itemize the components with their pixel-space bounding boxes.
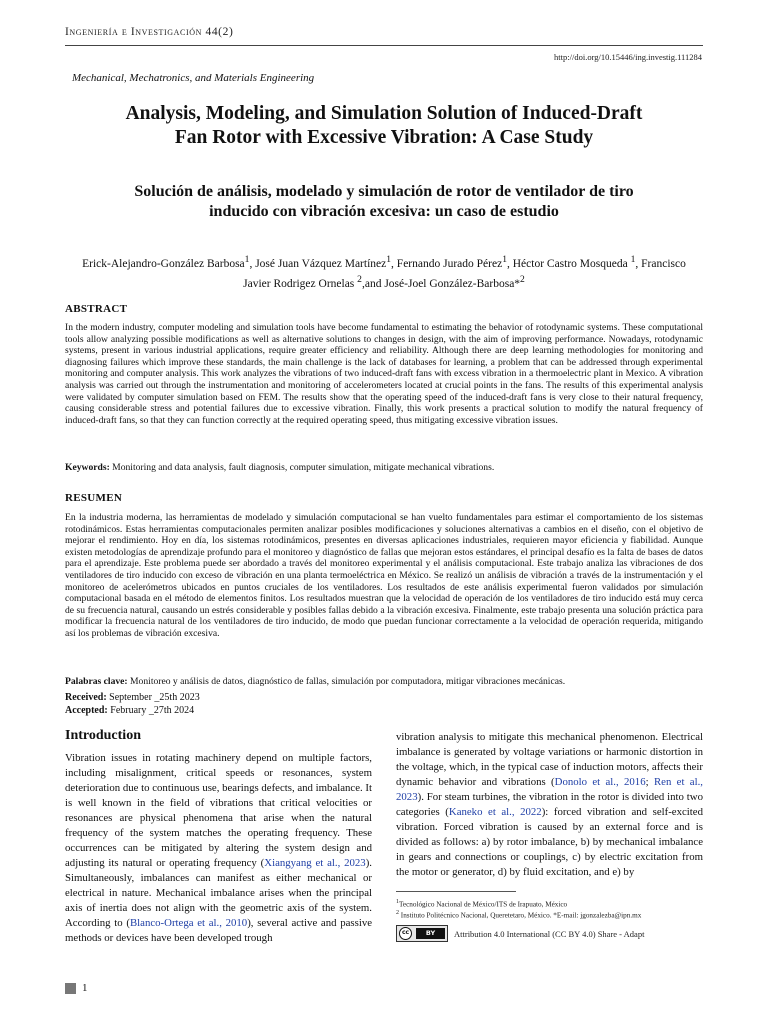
affiliation-mark: 1 [244,254,250,265]
author-name: Erick-Alejandro-González Barbosa [82,257,245,270]
keywords-line [65,462,703,474]
citation-link[interactable]: Kaneko et al., 2022 [448,806,542,818]
affiliation-mark: 2 [357,273,362,285]
intro-right-column [396,730,703,880]
received-date: September _25th 2023 [106,692,200,703]
footnote-rule [396,891,516,892]
page-marker-square [65,983,76,994]
author-name: Francisco Javier Rodrigez Ornelas [243,257,686,290]
dates-block [65,692,200,717]
footnote-2 [396,909,716,920]
footnote-text: Tecnológico Nacional de México/ITS de Irapuato, México [399,900,568,909]
author-separator: , [506,257,513,270]
page-number: 1 [82,982,88,994]
doi-link[interactable]: http://doi.org/10.15446/ing.investig.111284 [554,52,702,62]
resumen-text: En la industria moderna, las herramientas de modelado y simulación computacional se han vuelto fundamentales para estimar el comportamiento de los sistemas rotodinámicos. Estas herramientas computacionales permiten analizar posibles modificaciones y soluciones alternativas a cambios en el diseño, con el objetivo de mejorar el rendimiento. Hoy en día, los sistemas rotodinámicos, presentes en diversas aplicaciones industriales, requieren mayor eficiencia y fiabilidad. Aunque existen metodologías de aprendizaje profundo para el monitoreo y diagnóstico de fallas que mejoran estos estándares, el principal desafío es la falta de bases de datos para el aprendizaje. Este problema puede ser abordado a través del monitoreo experimental y el análisis computacional. Este trabajo analiza las vibraciones de dos ventiladores de tiro inducido con exceso de vibración en una planta termoeléctrica en México. Se realizó un análisis de vibración a través de la instrumentación y el monitoreo de acelerómetros ubicados en puntos cruciales de los ventiladores. Los resultados de este análisis experimental fueron validados por simulación computacional basada en el método de elementos finitos. Los resultados muestran que la velocidad de operación de los ventiladores de tiro inducido está muy cerca de su frecuencia natural, causando un estrés considerable y posibles fallas debido a la vibración excesiva. Finalmente, este trabajo presenta una solución práctica para modificar la frecuencia natural de los ventiladores de tiro inducido, de modo que puedan funcionar correctamente a la velocidad de operación requerida, mitigando así los problemas de vibración excesiva. [65,512,703,639]
author-list [70,252,698,292]
journal-header: Ingeniería e Investigación 44(2) [65,26,234,38]
abstract-text: In the modern industry, computer modeling and simulation tools have become fundamental to estimating the behavior of rotodynamic systems. These computational tools allow analyzing possible modifications as well as alternative solutions to changes in design, with the aim of improving performance. Nowadays, rotodynamic systems, present in various industrial applications, require greater efficiency and reliability. Although there are deep learning methodologies for monitoring and diagnosing failures which improve these standards, the main challenge is the lack of databases for learning, a problem that can be addressed through experimental monitoring and computer analysis. This work analyzes the vibrations of two induced-draft fans with excess vibration in a thermoelectric plant in Mexico. A vibration analysis was carried out through the instrumentation and monitoring of accelerometers located at crucial points in the fans. The results of this experimental analysis were validated by computer simulation based on FEM. The results show that the operating speed of the induced-draft fans is very close to their natural frequency, causing considerable stress and potential failures due to excessive vibration. Finally, this work presents a practical solution to modify the natural frequency of induced-draft fans, so that they can function correctly at the required operating speed, thus mitigating excessive vibration issues. [65,322,703,426]
citation-link[interactable]: Donolo et al., 2016 [554,776,646,788]
body-text: ; [645,776,654,788]
footnote-mark: 1 [396,899,399,905]
paper-title: Analysis, Modeling, and Simulation Solution of Induced-Draft Fan Rotor with Excessive Vibration: A Case Study [125,103,643,148]
citation-link[interactable]: Blanco-Ortega et al., 2010 [129,917,248,929]
author-separator: , [249,257,256,270]
resumen-heading: RESUMEN [65,492,123,504]
author-name: José Juan Vázquez Martínez [255,257,387,270]
affiliation-mark: 1 [386,254,392,265]
paper-subtitle: Solución de análisis, modelado y simulación de rotor de ventilador de tiro inducido con vibración excesiva: un caso de estudio [134,183,634,220]
author-name: Fernando Jurado Pérez [396,257,503,270]
body-text: ). For steam turbines, the vibration in the rotor is divided into two categories ( [396,791,703,818]
palabras-clave-text: Monitoreo y análisis de datos, diagnóstico de fallas, simulación por computadora, mitigar vibraciones mecánicas. [127,676,566,687]
keywords-text: Monitoring and data analysis, fault diagnosis, computer simulation, mitigate mechanical vibrations. [109,462,495,473]
accepted-label: Accepted: [65,704,108,716]
license-text: Attribution 4.0 International (CC BY 4.0) Share - Adapt [454,929,645,939]
body-text: ). Simultaneously, imbalances can manifest as either mechanical or electrical in nature. Mechanical imbalance arises when the principal axis of inertia does not align with the geometric axis of the system. According to ( [65,857,372,929]
body-text: Vibration issues in rotating machinery depend on multiple factors, including misalignment, critical speeds or resonances, system deterioration due to continuous use, bearings defects, and imbalance. It is well known in the field of vibrations that critical velocities or resonances are physical phenomena that arise when the natural frequency of the system matches the operating frequency. These occurrences can be mitigated by altering the system design and adjusting its natural or operating frequency ( [65,752,373,869]
received-label: Received: [65,692,107,703]
palabras-clave-line [65,676,703,688]
keywords-label: Keywords: [65,462,110,473]
received-line [65,692,200,705]
body-text: vibration analysis to mitigate this mechanical phenomenon. Electrical imbalance is generated by voltage variations or harmonic distortion in the voltage, which, in the typical case of induction motors, affects their dynamic behavior and vibrations ( [396,731,703,788]
affiliation-mark: 1 [502,254,507,265]
body-text: ): forced vibration and self-excited vibration. Forced vibration is caused by an external force and is divided as follows: a) by rotor imbalance, b) by mechanical imbalance in gears and connections or couplings, c) by electric excitation from the motor or generator, d) by fluid excitation, and e) by [396,806,703,878]
author-separator: ,and [361,277,385,290]
header-rule [65,45,703,46]
palabras-clave-label: Palabras clave: [65,676,128,687]
author-separator: , [635,257,642,270]
footnote-1 [396,898,716,909]
citation-link[interactable]: Ren et al., 2023 [396,776,703,803]
accepted-line [65,705,200,718]
accepted-date: February _27th 2024 [107,704,195,716]
affiliation-mark: 2 [520,273,525,285]
cc-by-license-badge[interactable] [396,925,448,942]
creative-commons-icon: cc [399,927,412,940]
abstract-heading: ABSTRACT [65,303,128,315]
footnote-mark: 2 [396,910,399,916]
author-name: José-Joel González-Barbosa* [384,277,521,290]
author-separator: , [391,257,397,270]
body-text: ), several active and passive methods or devices have been developed trough [65,917,373,944]
footnote-text: Instituto Politécnico Nacional, Queretetaro, México. *E-mail: jgonzalezba@ipn.mx [399,911,642,920]
affiliation-mark: 1 [630,254,636,265]
intro-left-column [65,751,372,946]
by-label: BY [416,928,445,939]
introduction-heading: Introduction [65,728,141,743]
author-name: Héctor Castro Mosqueda [512,257,631,270]
citation-link[interactable]: Xiangyang et al., 2023 [264,857,366,869]
section-label: Mechanical, Mechatronics, and Materials Engineering [72,72,315,84]
